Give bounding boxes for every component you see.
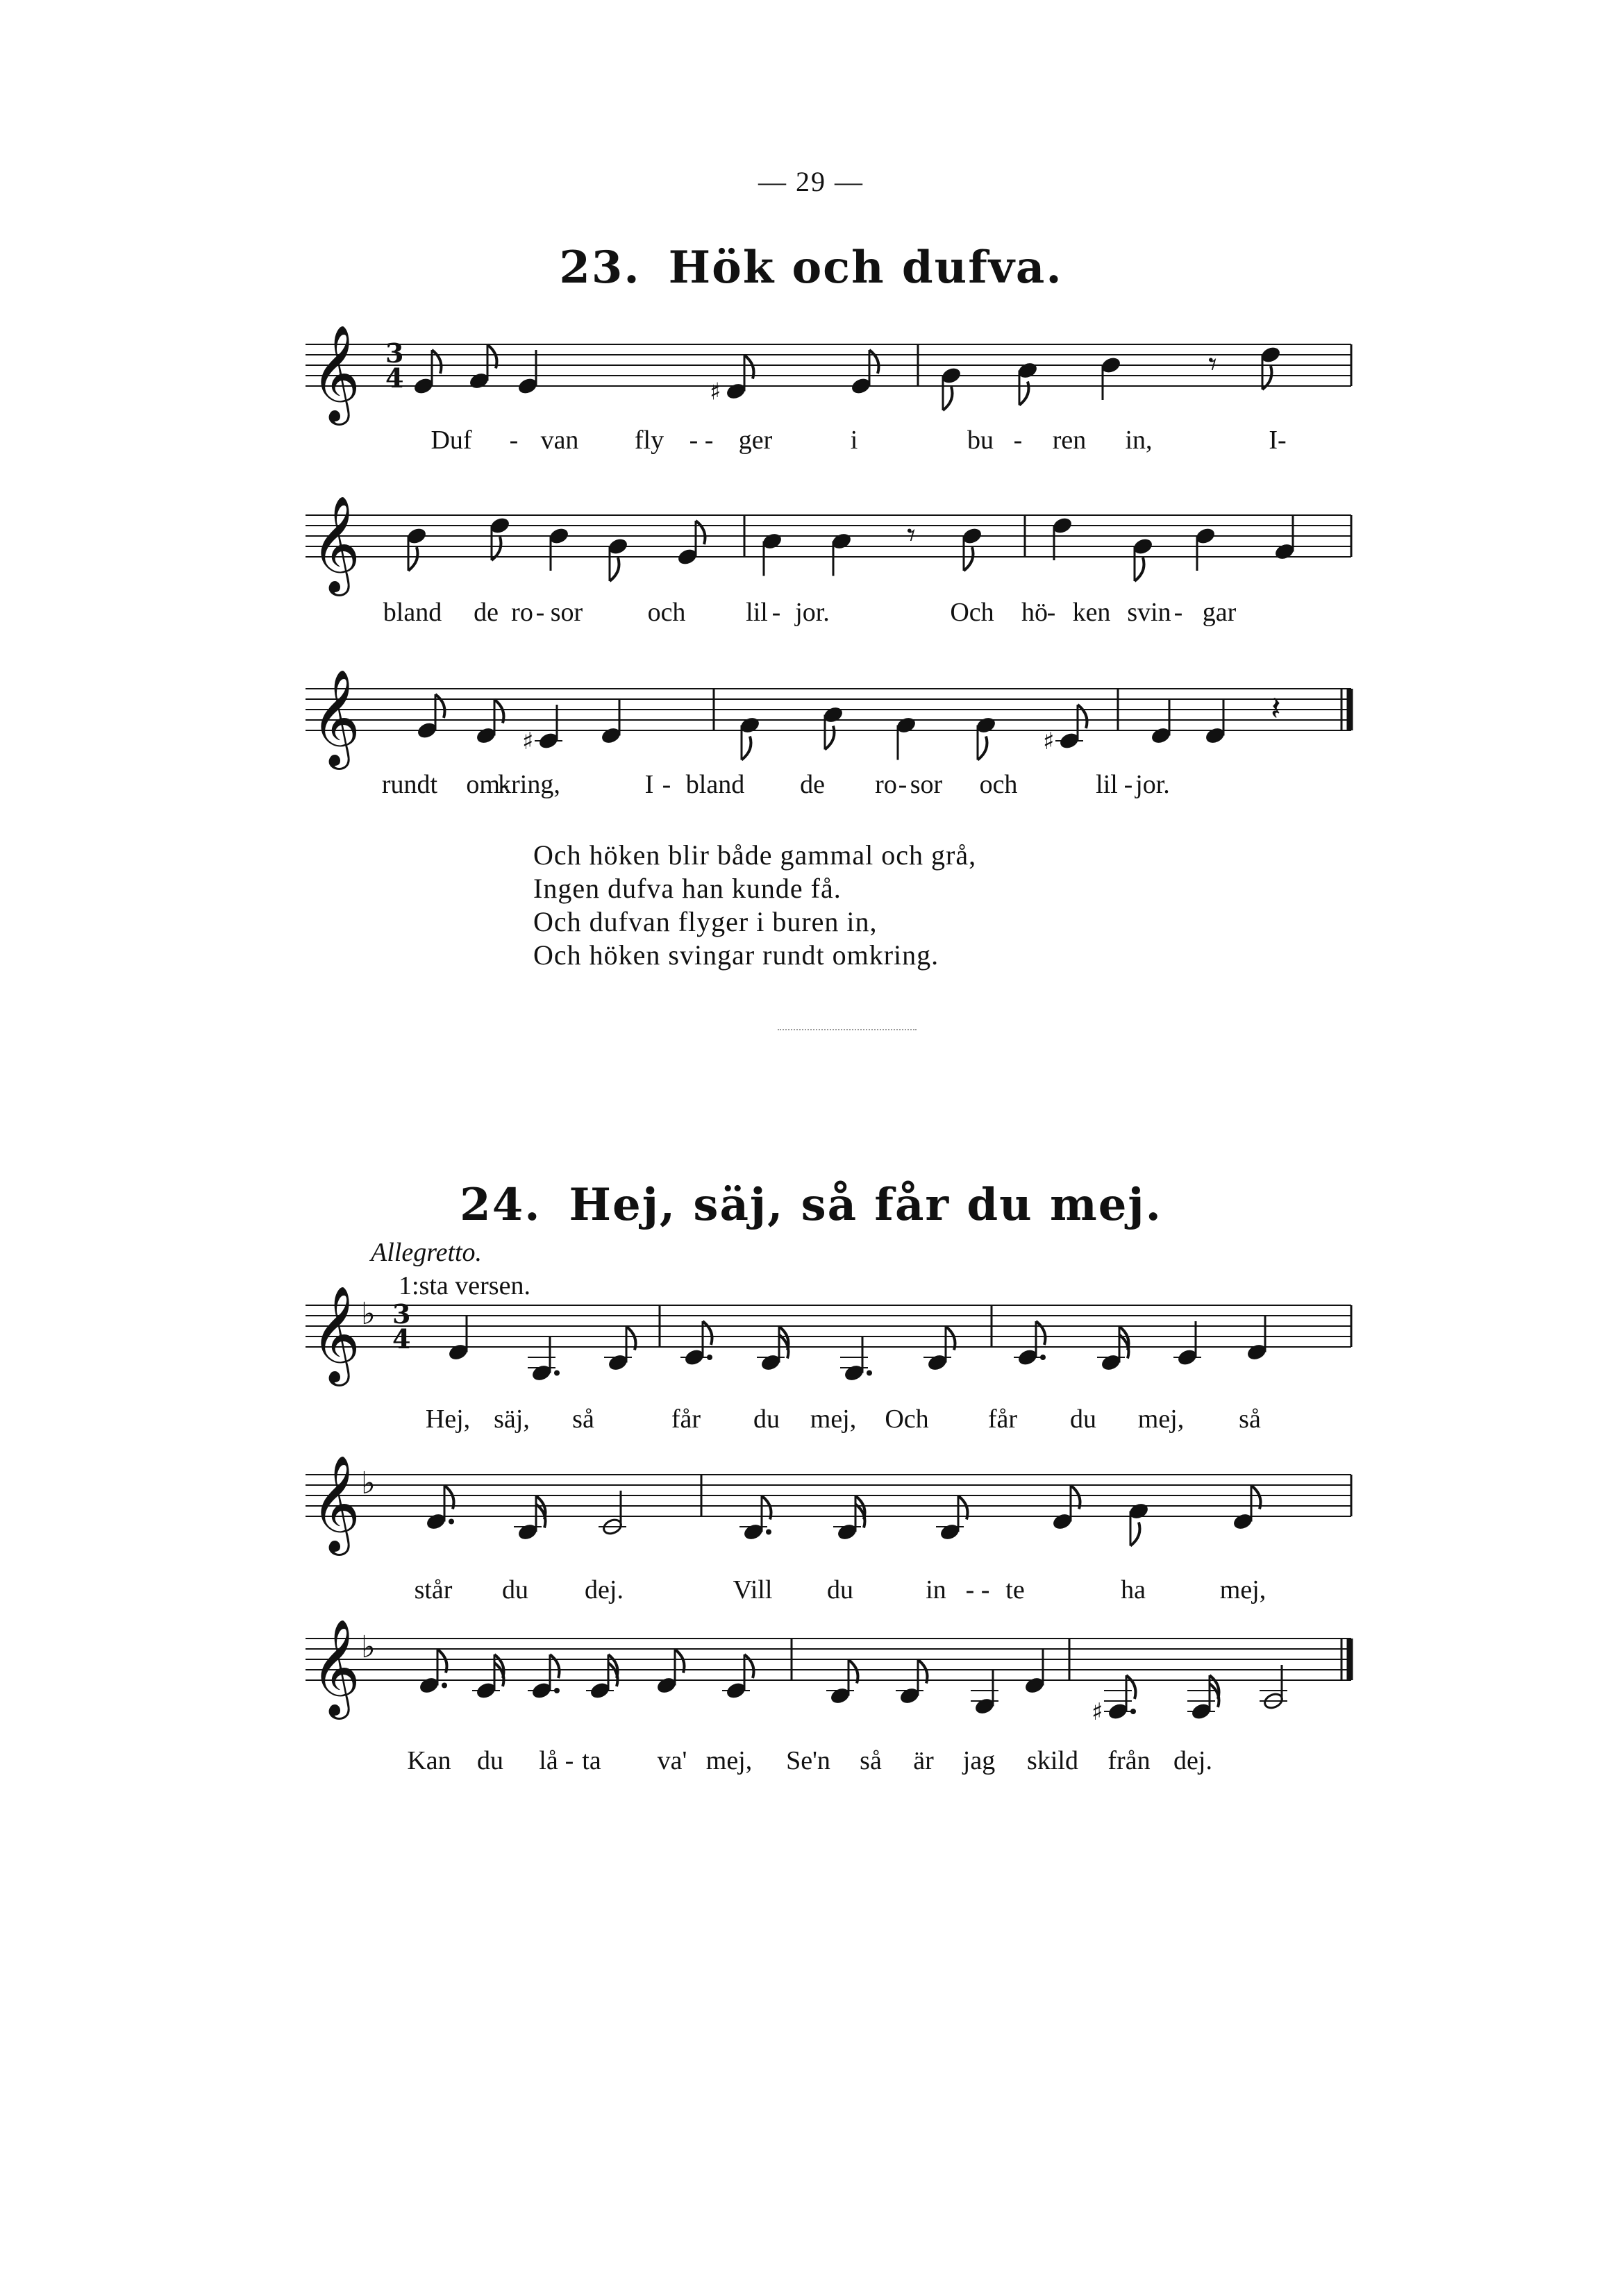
song-title xyxy=(0,242,1622,294)
lyric-syllable: dej. xyxy=(1173,1746,1212,1775)
note-icon xyxy=(607,537,628,581)
lyric-syllable: ken xyxy=(1072,598,1111,627)
time-signature-top: 3 xyxy=(392,1298,411,1330)
lyric-syllable: - xyxy=(565,1746,574,1775)
lyric-syllable: får xyxy=(671,1405,701,1434)
lyric-syllable: mej, xyxy=(1137,1405,1185,1434)
lyric-syllable: dej. xyxy=(585,1575,624,1604)
note-icon xyxy=(680,1321,712,1367)
rest-icon: 𝄾 xyxy=(1208,345,1217,384)
lyric-syllable: Och xyxy=(885,1405,929,1434)
flat-icon: ♭ xyxy=(361,1296,376,1332)
lyric-syllable: bu xyxy=(967,426,994,455)
note-icon xyxy=(599,1491,626,1536)
note-icon xyxy=(975,716,996,760)
lyric-syllable: - xyxy=(898,770,908,799)
lyric-syllable: I xyxy=(644,770,654,799)
time-signature-bottom: 4 xyxy=(385,362,404,394)
lyric-syllable: gar xyxy=(1202,598,1237,627)
lyric-syllable: skild xyxy=(1027,1746,1078,1775)
note-icon xyxy=(475,700,503,746)
lyric-syllable: du xyxy=(1070,1405,1096,1434)
music-staff xyxy=(0,1433,1622,1558)
note-icon xyxy=(1260,1665,1287,1711)
note-icon xyxy=(940,366,962,410)
note-icon xyxy=(722,1654,754,1700)
note-icon xyxy=(1150,700,1171,746)
note-icon xyxy=(1051,1486,1080,1532)
note-icon xyxy=(1104,1675,1136,1721)
note-icon xyxy=(826,1660,858,1706)
song-number: 24. xyxy=(460,1179,542,1231)
lyric-syllable: - xyxy=(535,598,545,627)
lyric-syllable: kring, xyxy=(498,770,560,799)
lyric-syllable: ren xyxy=(1052,426,1087,455)
stanza-line: Och höken svingar rundt omkring. xyxy=(533,939,939,971)
music-staff xyxy=(0,1264,1622,1389)
flat-icon: ♭ xyxy=(361,1466,376,1501)
lyric-syllable: te xyxy=(1005,1575,1025,1604)
lyric-syllable: - xyxy=(509,426,519,455)
lyric-syllable: om- xyxy=(466,770,509,799)
lyric-syllable: - xyxy=(1173,598,1183,627)
lyric-syllable: mej, xyxy=(1219,1575,1266,1604)
lyric-syllable: rundt xyxy=(381,770,438,799)
lyric-syllable: de xyxy=(800,770,825,799)
lyric-syllable: står xyxy=(414,1575,453,1604)
page-number: — 29 — xyxy=(758,166,864,197)
lyric-syllable: - xyxy=(662,770,671,799)
lyric-syllable: de xyxy=(474,598,499,627)
note-icon xyxy=(1194,526,1216,571)
lyric-syllable: - xyxy=(1046,598,1056,627)
lyric-syllable: lil xyxy=(746,598,768,627)
lyric-syllable: ta xyxy=(582,1746,601,1775)
lyric-syllable: svin xyxy=(1127,598,1171,627)
lyric-syllable: jag xyxy=(962,1746,996,1775)
music-staff xyxy=(0,1597,1622,1722)
note-icon xyxy=(761,532,783,576)
note-icon xyxy=(412,350,441,396)
tempo-marking: Allegretto. xyxy=(371,1238,483,1267)
sharp-icon: ♯ xyxy=(1043,728,1055,755)
verse-label: 1:sta versen. xyxy=(399,1271,530,1300)
stanza-line: Och höken blir både gammal och grå, xyxy=(533,839,977,871)
note-icon xyxy=(1017,361,1038,405)
lyric-syllable: - xyxy=(1123,770,1133,799)
lyric-syllable: mej, xyxy=(810,1405,857,1434)
lyric-syllable: Och xyxy=(950,598,994,627)
lyric-syllable: jor. xyxy=(1135,770,1170,799)
lyric-syllable: så xyxy=(860,1746,882,1775)
lyric-syllable: Hej, xyxy=(425,1405,471,1434)
stanza-line: Ingen dufva han kunde få. xyxy=(533,873,842,904)
lyric-syllable: fly xyxy=(634,426,664,455)
note-icon xyxy=(1051,516,1073,560)
lyric-syllable: får xyxy=(987,1405,1018,1434)
sharp-icon: ♯ xyxy=(522,728,534,755)
note-icon xyxy=(517,350,538,396)
note-icon xyxy=(676,521,705,567)
note-icon xyxy=(895,716,917,760)
lyric-syllable: hö xyxy=(1021,598,1048,627)
note-icon xyxy=(1055,705,1087,751)
flat-icon: ♭ xyxy=(361,1629,376,1665)
lyric-syllable: du xyxy=(477,1746,503,1775)
note-icon xyxy=(1273,516,1295,562)
song-title-text: Hök och dufva. xyxy=(668,242,1063,294)
lyric-syllable: van xyxy=(540,426,579,455)
time-signature-top: 3 xyxy=(385,337,404,369)
note-icon xyxy=(1232,1486,1260,1532)
note-icon xyxy=(600,700,621,746)
note-icon xyxy=(655,1650,684,1695)
note-icon xyxy=(739,1496,771,1542)
treble-clef-icon: 𝄞 xyxy=(311,1286,360,1382)
lyric-syllable: du xyxy=(753,1405,780,1434)
note-icon xyxy=(1097,1327,1129,1373)
lyric-syllable: mej, xyxy=(705,1746,753,1775)
lyric-syllable: ger xyxy=(738,426,773,455)
note-icon xyxy=(840,1337,872,1383)
lyric-syllable: jor. xyxy=(795,598,830,627)
note-icon xyxy=(757,1327,789,1373)
lyric-syllable: - - xyxy=(689,426,714,455)
song-title xyxy=(0,1179,1622,1231)
lyric-syllable: Kan xyxy=(407,1746,451,1775)
note-icon xyxy=(528,1337,560,1383)
note-icon xyxy=(739,716,760,760)
note-icon xyxy=(472,1654,504,1700)
lyric-syllable: ro xyxy=(511,598,533,627)
note-icon xyxy=(850,350,878,396)
note-icon xyxy=(548,526,569,571)
note-icon xyxy=(1204,700,1226,746)
note-icon xyxy=(586,1654,618,1700)
note-icon xyxy=(1014,1321,1046,1367)
lyric-syllable: sor xyxy=(550,598,583,627)
stanza xyxy=(533,839,976,972)
lyric-syllable: Duf xyxy=(430,426,472,455)
divider xyxy=(778,1029,917,1030)
song-number: 23. xyxy=(559,242,641,294)
note-icon xyxy=(961,526,983,571)
lyric-syllable: ro xyxy=(875,770,897,799)
lyric-syllable: - xyxy=(1013,426,1023,455)
note-icon xyxy=(535,705,562,751)
lyric-syllable: bland xyxy=(685,770,745,799)
note-icon xyxy=(971,1670,998,1716)
rest-icon: 𝄾 xyxy=(907,516,916,555)
note-icon xyxy=(425,1486,454,1532)
note-icon xyxy=(1132,537,1153,581)
note-icon xyxy=(416,694,444,740)
note-icon xyxy=(604,1327,636,1373)
note-icon xyxy=(936,1496,968,1542)
note-icon xyxy=(418,1650,447,1695)
treble-clef-icon: 𝄞 xyxy=(311,496,360,592)
lyric-syllable: I- xyxy=(1269,426,1287,455)
note-icon xyxy=(528,1654,560,1700)
note-icon xyxy=(725,355,753,401)
note-icon xyxy=(1187,1675,1219,1721)
lyric-syllable: - xyxy=(771,598,781,627)
lyric-syllable: va' xyxy=(657,1746,687,1775)
treble-clef-icon: 𝄞 xyxy=(311,325,360,421)
treble-clef-icon: 𝄞 xyxy=(311,669,360,766)
note-icon xyxy=(1260,345,1281,389)
lyric-syllable: bland xyxy=(383,598,442,627)
note-icon xyxy=(468,345,496,391)
note-icon xyxy=(447,1316,469,1362)
note-icon xyxy=(923,1327,955,1373)
lyric-syllable: in, xyxy=(1125,426,1153,455)
note-icon xyxy=(1023,1650,1045,1695)
lyric-syllable: ha xyxy=(1121,1575,1146,1604)
music-staff xyxy=(0,647,1622,772)
sharp-icon: ♯ xyxy=(710,378,721,406)
time-signature-bottom: 4 xyxy=(392,1323,411,1355)
lyric-syllable: lil xyxy=(1096,770,1118,799)
music-staff xyxy=(0,303,1622,428)
stanza-line: Och dufvan flyger i buren in, xyxy=(533,906,878,937)
sharp-icon: ♯ xyxy=(1092,1698,1103,1722)
note-icon xyxy=(1246,1316,1267,1362)
lyric-syllable: så xyxy=(1239,1405,1261,1434)
note-icon xyxy=(822,705,844,750)
note-icon xyxy=(514,1496,546,1542)
lyric-syllable: - - xyxy=(965,1575,990,1604)
lyric-syllable: så xyxy=(572,1405,594,1434)
note-icon xyxy=(1128,1502,1149,1546)
lyric-syllable: från xyxy=(1107,1746,1151,1775)
note-icon xyxy=(1100,355,1121,400)
lyric-syllable: i xyxy=(850,426,858,455)
note-icon xyxy=(406,526,427,571)
lyric-syllable: är xyxy=(913,1746,934,1775)
music-staff xyxy=(0,474,1622,598)
treble-clef-icon: 𝄞 xyxy=(311,1455,360,1552)
note-icon xyxy=(1173,1321,1201,1367)
treble-clef-icon: 𝄞 xyxy=(311,1619,360,1716)
lyric-syllable: säj, xyxy=(494,1405,530,1434)
lyric-syllable: Se'n xyxy=(786,1746,830,1775)
lyric-syllable: lå xyxy=(539,1746,558,1775)
note-icon xyxy=(896,1660,928,1706)
lyric-syllable: Vill xyxy=(733,1575,773,1604)
rest-icon: 𝄽 xyxy=(1271,689,1281,728)
lyric-syllable: och xyxy=(979,770,1018,799)
lyric-syllable: och xyxy=(647,598,686,627)
lyric-syllable: du xyxy=(827,1575,853,1604)
note-icon xyxy=(833,1496,865,1542)
lyric-syllable: du xyxy=(502,1575,528,1604)
song-title-text: Hej, säj, så får du mej. xyxy=(569,1179,1162,1231)
note-icon xyxy=(489,516,510,560)
lyric-syllable: in xyxy=(926,1575,946,1604)
note-icon xyxy=(830,532,852,576)
lyric-syllable: sor xyxy=(910,770,943,799)
